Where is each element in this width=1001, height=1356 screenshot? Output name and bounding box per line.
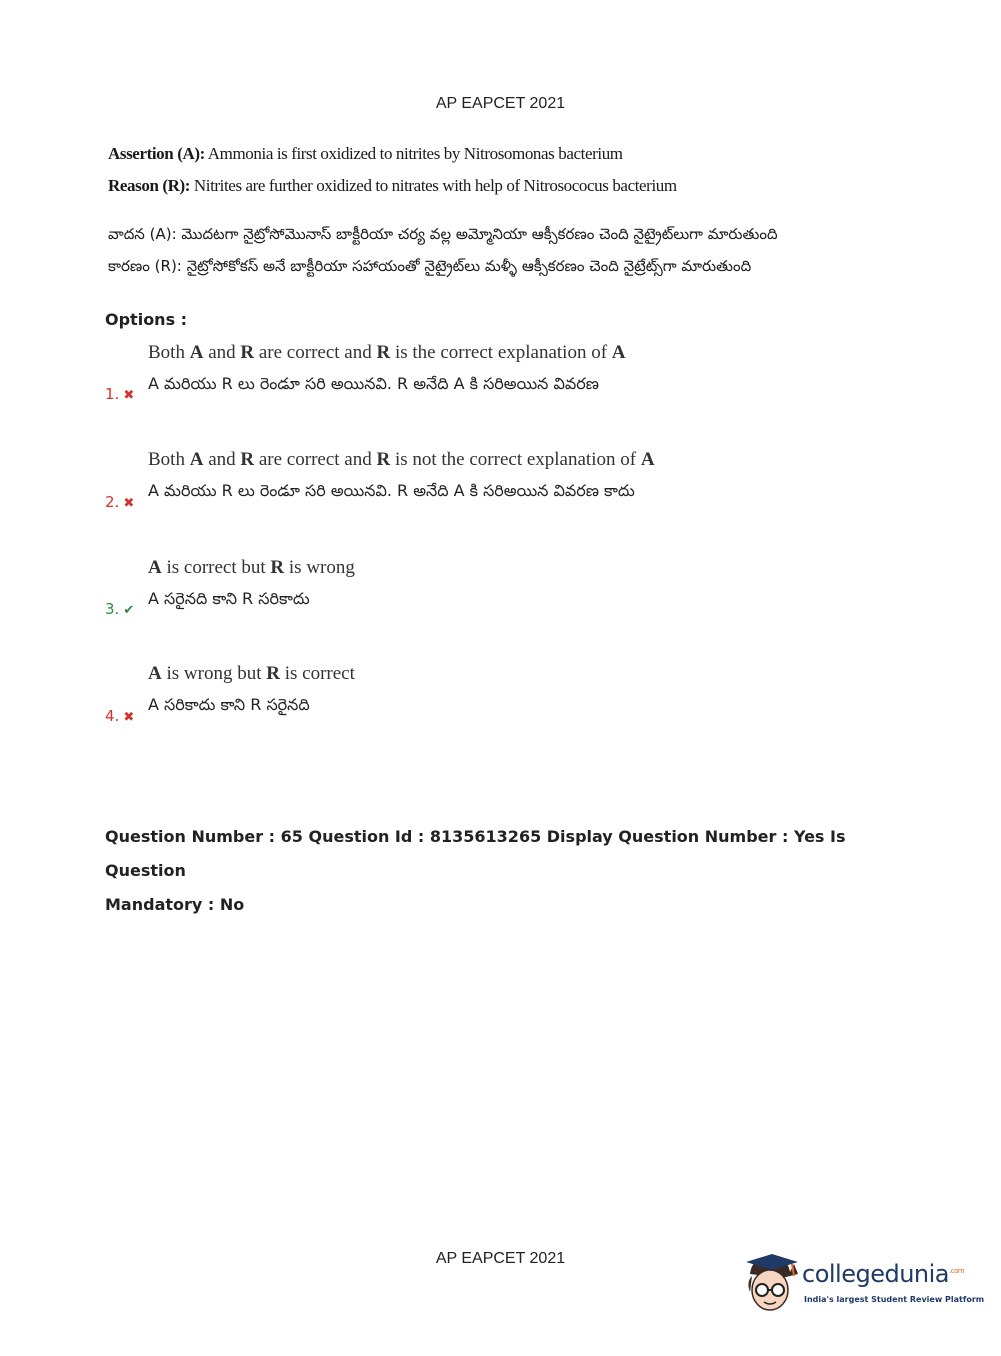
cross-icon: ✖ xyxy=(123,710,135,725)
option-1-number-text: 1. xyxy=(105,385,120,403)
reason-label: Reason (R): xyxy=(108,176,191,195)
option-3-number-text: 3. xyxy=(105,600,120,618)
logo-wordmark xyxy=(802,1260,964,1288)
logo-tagline: India's largest Student Review Platform xyxy=(804,1295,985,1304)
option-letter: R xyxy=(270,557,285,578)
question-telugu xyxy=(108,218,908,282)
option-letter: R xyxy=(266,663,280,684)
reason-line xyxy=(108,170,908,202)
option-2[interactable] xyxy=(105,447,905,517)
option-3-telugu: A సరైనది కాని R సరికాదు xyxy=(148,589,310,608)
option-2-number-text: 2. xyxy=(105,493,120,511)
reason-text: Nitrites are further oxidized to nitrates with help of Nitrosococus bacterium xyxy=(190,176,677,195)
question-english xyxy=(108,138,908,202)
option-1[interactable] xyxy=(105,340,905,410)
option-2-telugu: A మరియు R లు రెండూ సరి అయినవి. R అనేది A కి సరిఅయిన వివరణ కాదు xyxy=(148,481,635,500)
option-letter: A xyxy=(189,342,204,363)
option-letter: A xyxy=(611,342,626,363)
option-4-english: A is wrong but R is correct xyxy=(148,663,355,684)
page-header-title: AP EAPCET 2021 xyxy=(435,95,566,112)
option-letter: R xyxy=(376,342,391,363)
assertion-text: Ammonia is first oxidized to nitrites by Nitrosomonas bacterium xyxy=(204,144,623,163)
option-4-number-text: 4. xyxy=(105,707,120,725)
assertion-label: Assertion (A): xyxy=(108,144,205,163)
option-1-english: Both A and R are correct and R is the correct explanation of A xyxy=(148,342,626,363)
option-letter: R xyxy=(240,449,255,470)
meta-line-2: Mandatory : No xyxy=(105,895,245,914)
telugu-reason: కారణం (R): నైట్రోసోకోకస్ అనే బాక్టీరియా సహాయంతో నైట్రైట్‌లు మళ్ళీ ఆక్సీకరణం చెంది నైట్రేట్స్‌గా మారుతుంది xyxy=(108,257,752,275)
option-3[interactable] xyxy=(105,555,905,625)
option-letter: A xyxy=(148,663,162,684)
option-letter: A xyxy=(148,557,162,578)
option-2-number xyxy=(105,493,134,511)
logo-name: collegedunia xyxy=(802,1260,950,1288)
check-icon: ✔ xyxy=(123,603,135,618)
cross-icon: ✖ xyxy=(123,496,135,511)
option-letter: R xyxy=(376,449,391,470)
assertion-line xyxy=(108,138,908,170)
option-3-number xyxy=(105,600,134,618)
option-3-english: A is correct but R is wrong xyxy=(148,557,355,578)
option-4-telugu: A సరికాదు కాని R సరైనది xyxy=(148,695,310,714)
options-label: Options : xyxy=(105,310,188,329)
meta-line-1: Question Number : 65 Question Id : 8135613265 Display Question Number : Yes Is Question xyxy=(105,827,846,880)
option-letter: R xyxy=(240,342,255,363)
mascot-icon xyxy=(742,1252,800,1314)
logo-suffix: .com xyxy=(949,1267,965,1275)
option-4-number xyxy=(105,707,134,725)
telugu-assertion: వాదన (A): మొదటగా నైట్రోసోమొనాస్ బాక్టీరియా చర్య వల్ల అమ్మోనియా ఆక్సీకరణం చెంది నైట్రైట్‌లుగా మారుతుంది xyxy=(108,225,778,243)
option-1-telugu: A మరియు R లు రెండూ సరి అయినవి. R అనేది A కి సరిఅయిన వివరణ xyxy=(148,374,599,393)
collegedunia-logo xyxy=(742,1250,985,1316)
question-meta xyxy=(105,820,905,922)
option-1-number xyxy=(105,385,134,403)
option-4[interactable] xyxy=(105,661,905,731)
cross-icon: ✖ xyxy=(123,388,135,403)
option-2-english: Both A and R are correct and R is not the correct explanation of A xyxy=(148,449,655,470)
page-footer-title: AP EAPCET 2021 xyxy=(435,1250,566,1267)
option-letter: A xyxy=(640,449,655,470)
option-letter: A xyxy=(189,449,204,470)
